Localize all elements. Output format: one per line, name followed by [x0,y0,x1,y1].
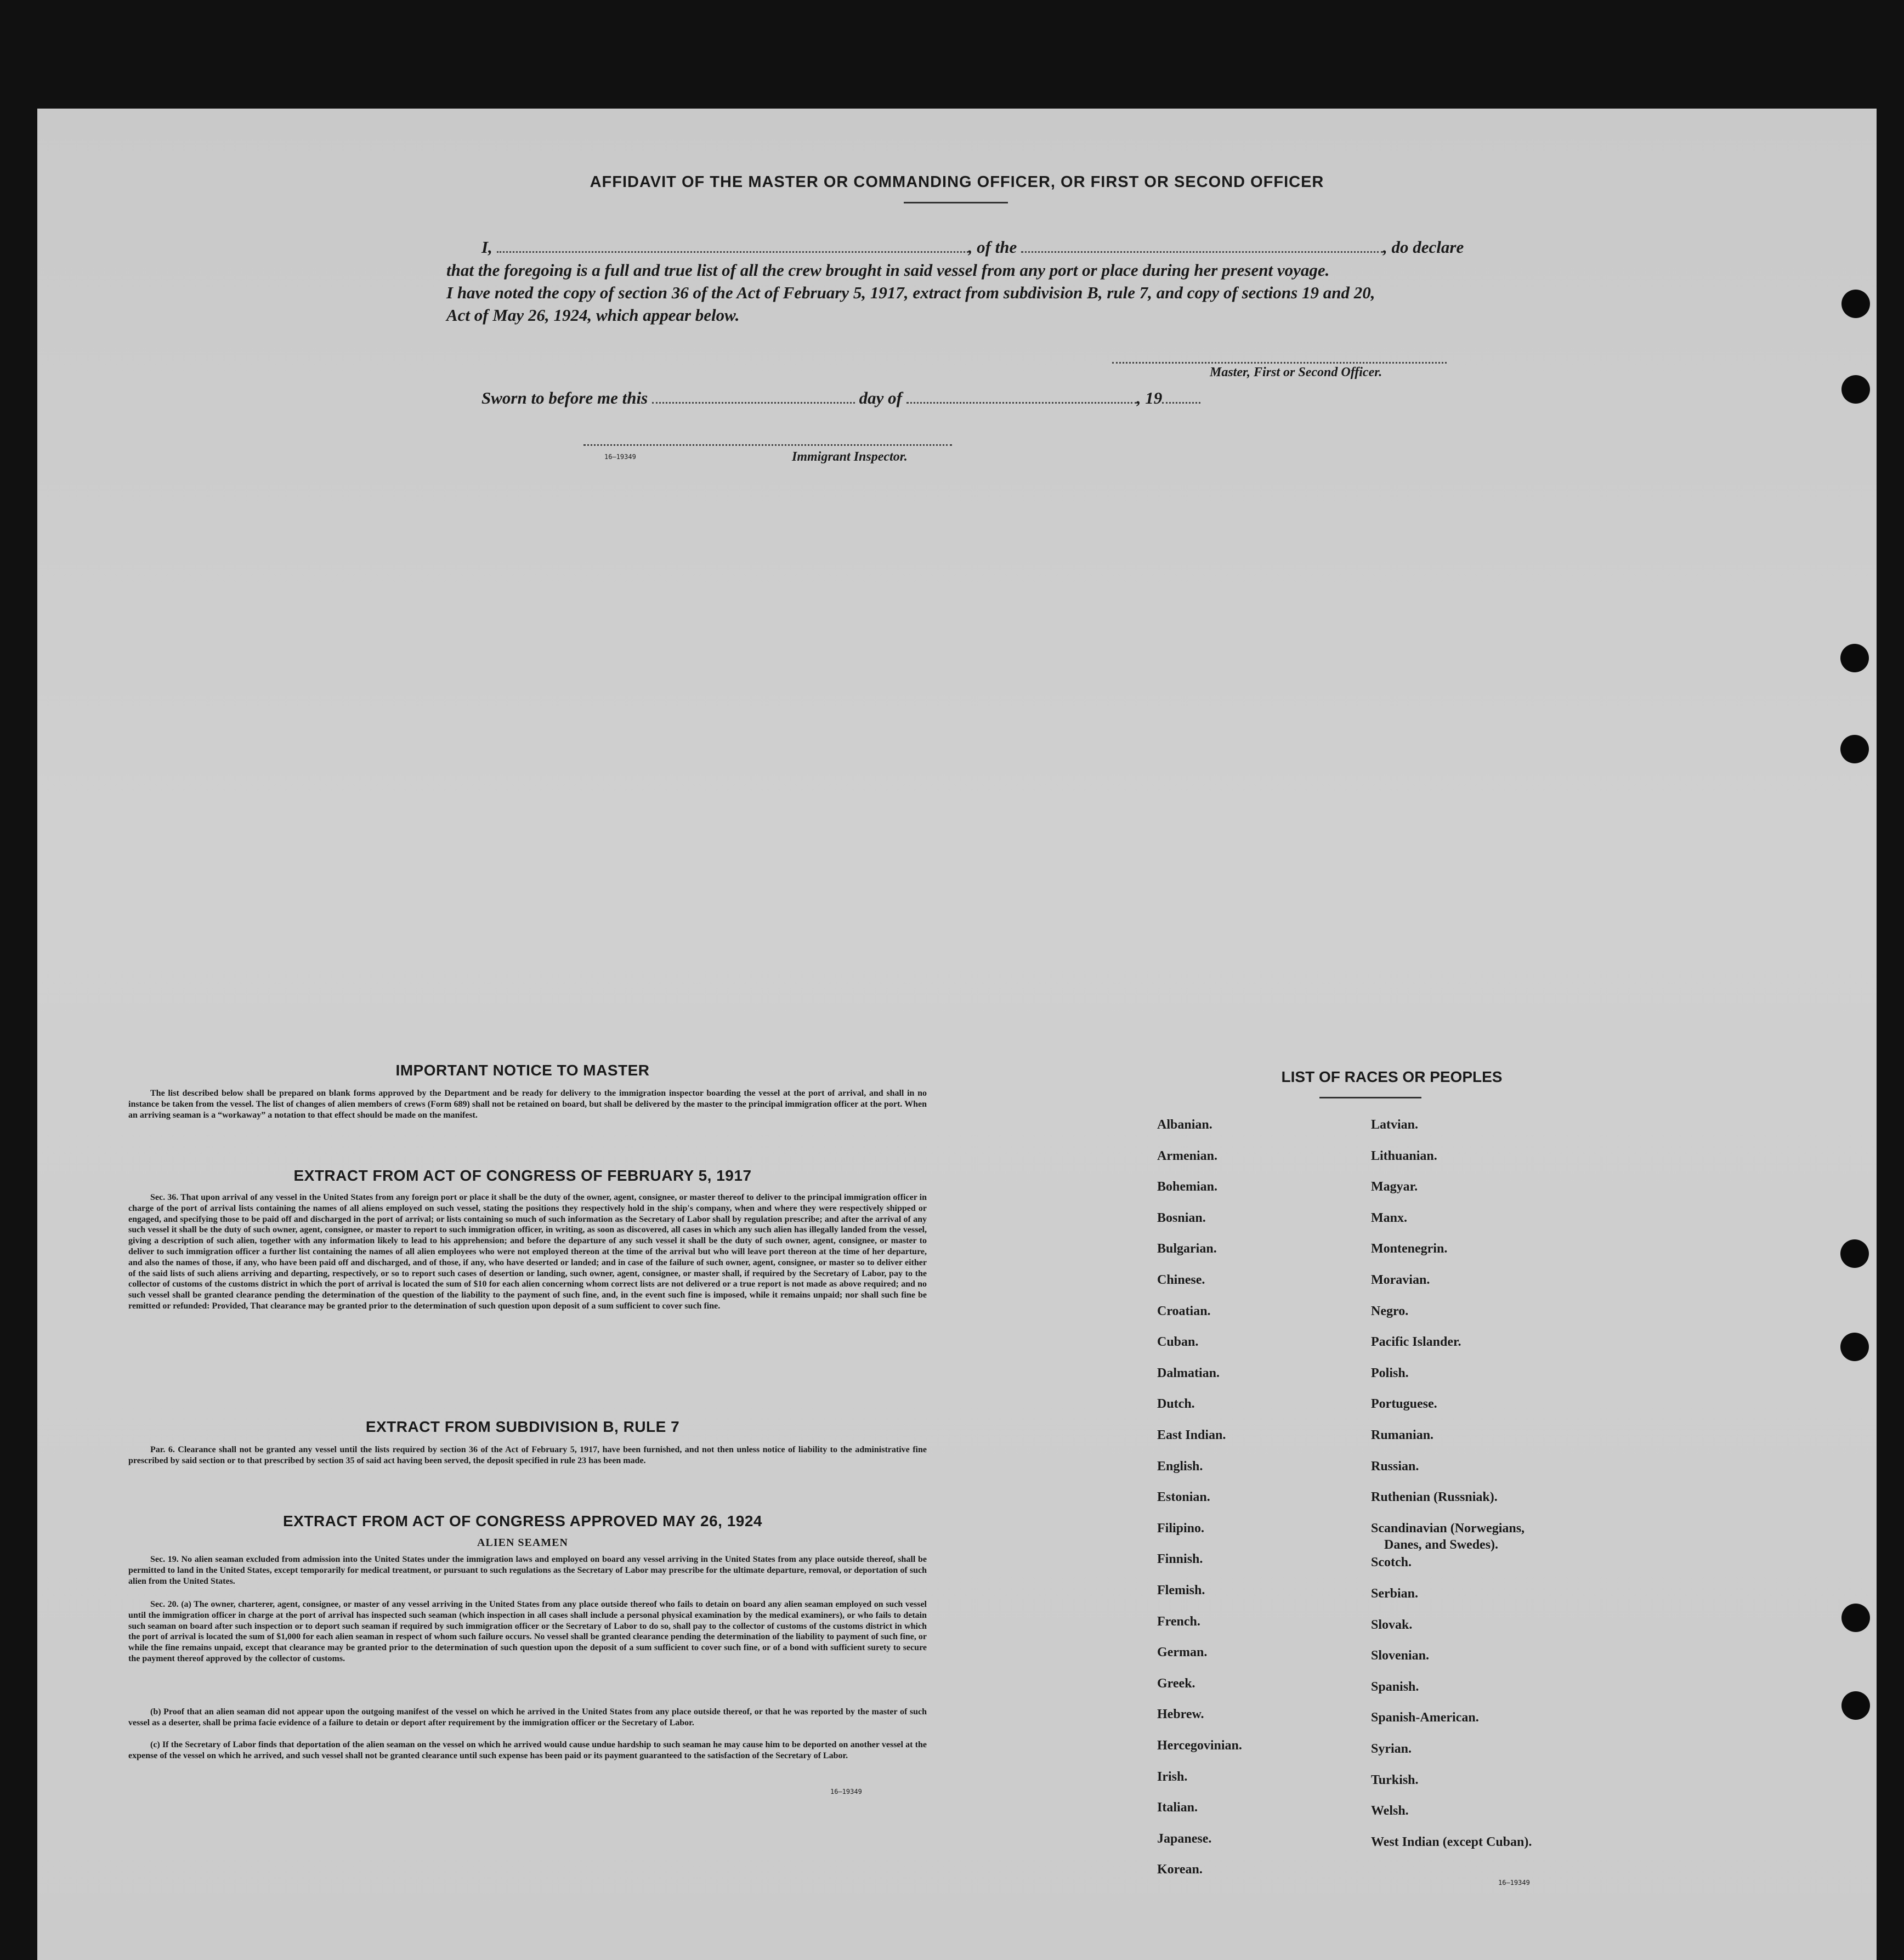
sworn-year: , 19 [1136,388,1163,407]
race-item: Manx. [1371,1210,1407,1225]
sworn-text: Sworn to before me this [481,388,648,407]
document-page [37,109,1877,1960]
race-item: Turkish. [1371,1772,1419,1787]
races-underline [1319,1097,1421,1098]
race-item: Irish. [1157,1769,1188,1784]
race-item: Croatian. [1157,1304,1211,1318]
extract-1917-text: Sec. 36. That upon arrival of any vessel in the United States from any foreign port or place it shall be the duty of the owner, agent, consignee, or master thereof to deliver to the principal immigration officer in charge of the port of arrival lists containing the names of all aliens employed on such vessel, stating the positions they respectively hold in the ship's company, when and where they were respectively shipped or engaged, and specifying those to be paid off and discharged in the port of arrival; or lists containing so much of such information as the Secretary of Labor shall by regulation prescribe; and after the arrival of any such vessel it shall be the duty of such owner, agent, consignee, or master to report to such immigration officer, in writing, as soon as discovered, all cases in which any such alien has illegally landed from the vessel, giving a description of such alien, together with any information likely to lead to his apprehension; and before the departure of any such vessel it shall be the duty of such owner, agent, consignee, or master to deliver to such immigration officer a further list containing the names of all alien employees who were not employed thereon at the time of the arrival but who will leave port thereon at the time of her departure, and also the names of those, if any, who have been paid off and discharged, and of those, if any, who have deserted or landed; and in case of the failure of such owner, agent, consignee, or master so to deliver either of the said lists of such aliens arriving and departing, respectively, or so to report such cases of desertion or landing, such owner, agent, consignee, or master shall, if required by the Secretary of Labor, pay to the collector of customs of the customs district in which the port of arrival is located the sum of $10 for each alien concerning whom correct lists are not delivered or a true report is not made as above required; and no such vessel shall be granted clearance pending the determination of the question of the liability to the payment of such fine, and, in the event such fine is imposed, while it remains unpaid; nor shall such fine be remitted or refunded: Provided, That clearance may be granted prior to the determination of such question upon deposit of a sum sufficient to cover such fine. [128,1193,927,1311]
race-item: Scandinavian (Norwegians, [1371,1521,1525,1536]
punch-hole [1841,1691,1870,1720]
race-item: Ruthenian (Russniak). [1371,1490,1498,1505]
race-item: Japanese. [1157,1831,1212,1846]
punch-hole [1840,735,1869,763]
punch-hole [1840,1239,1869,1268]
race-item: Slovak. [1371,1617,1413,1632]
race-item: Estonian. [1157,1490,1210,1505]
race-item: Albanian. [1157,1118,1212,1132]
race-item: Bosnian. [1157,1210,1206,1225]
races-form-number: 16—19349 [1498,1879,1530,1887]
master-signature-line[interactable] [1112,362,1447,364]
race-item: Greek. [1157,1676,1195,1691]
sec19-text: Sec. 19. No alien seaman excluded from admission into the United States under the immigration laws and employed on board any vessel arriving in the United States from any place outside thereof, shall be permitted to land in the United States, except temporarily for medical treatment, or pursuant to such regulations as the Secretary of Labor may prescribe for the ultimate departure, removal, or deportation of such alien from the United States. [128,1555,927,1586]
inspector-label: Immigrant Inspector. [792,450,908,464]
extract-1924-title: EXTRACT FROM ACT OF CONGRESS APPROVED MAY 26, 1924 [283,1513,762,1530]
name-blank[interactable] [497,251,968,253]
races-title: LIST OF RACES OR PEOPLES [1281,1068,1503,1085]
sec20b-text: (b) Proof that an alien seaman did not appear upon the outgoing manifest of the vessel on which he arrived in the United States from any place outside thereof, or that he was reported by the master of such vessel as a deserter, shall be prima facie evidence of a failure to detain or deport after requirement by the immigration officer or the Secretary of Labor. [128,1707,927,1727]
race-item: Welsh. [1371,1804,1409,1819]
race-item: Scotch. [1371,1555,1412,1570]
inspector-signature-line[interactable] [583,444,952,446]
race-item: German. [1157,1645,1208,1660]
race-item: Spanish. [1371,1679,1419,1694]
sec20a-text: Sec. 20. (a) The owner, charterer, agent, consignee, or master of any vessel arriving in the United States from any place outside thereof who fails to detain on board any alien seaman employed on such vessel until the immigration officer in charge at the port of arrival has inspected such seaman (which inspection in all cases shall include a personal physical examination by the medical examiners), or who fails to detain such seaman on board after such inspection or to deport such seaman if required by such immigration officer or the Secretary of Labor to do so, shall pay to the collector of customs of the customs district in which the port of arrival is located the sum of $1,000 for each alien seaman in respect of whom such failure occurs. No vessel shall be granted clearance pending the determination of the liability to payment of such fine, or while the fine remains unpaid, except that clearance may be granted prior to the determination of such question upon the deposit of a sum sufficient to cover such fine, or of a bond with sufficient surety to secure the payment thereof approved by the collector of customs. [128,1600,927,1663]
race-item: Dalmatian. [1157,1366,1220,1380]
race-item: Slovenian. [1371,1649,1430,1663]
punch-hole [1841,290,1870,318]
race-item: Dutch. [1157,1397,1195,1412]
race-item: Negro. [1371,1304,1409,1318]
race-item: Russian. [1371,1459,1419,1474]
affidavit-of-the: , of the [968,237,1017,257]
sworn-day-of: day of [859,388,902,407]
race-item: Serbian. [1371,1587,1419,1601]
race-item: Danes, and Swedes). [1384,1537,1499,1552]
notice-text: The list described below shall be prepared on blank forms approved by the Department and be ready for delivery to the immigration inspector boarding the vessel at the port of arrival, and shall in no instance be taken from the vessel. The list of changes of alien members of crews (Form 689) shall not be retained on board, but shall be delivered by the master to the principal immigration officer at the port. When an arriving seaman is a “workaway” a notation to that effect should be made on the manifest. [128,1089,927,1120]
race-item: East Indian. [1157,1428,1226,1442]
race-item: Spanish-American. [1371,1710,1479,1725]
race-item: Hebrew. [1157,1707,1204,1722]
race-item: Cuban. [1157,1335,1199,1350]
affidavit-line-1 [481,237,1464,257]
race-item: Polish. [1371,1366,1409,1380]
race-item: Syrian. [1371,1742,1412,1756]
race-item: Moravian. [1371,1273,1430,1287]
affidavit-line-3: I have noted the copy of section 36 of the Act of February 5, 1917, extract from subdivision B, rule 7, and copy of sections 19 and 20, [446,283,1375,302]
race-item: Bohemian. [1157,1180,1218,1194]
race-item: Finnish. [1157,1552,1203,1567]
race-item: Flemish. [1157,1583,1205,1598]
race-item: Bulgarian. [1157,1242,1217,1256]
sec20c-text: (c) If the Secretary of Labor finds that deportation of the alien seaman on the vessel on which he arrived would cause undue hardship to such seaman he may cause him to be deported on another vessel at the expense of the vessel on which he arrived, and such vessel shall not be granted clearance until such expense has been paid or its payment guaranteed to the satisfaction of the Secretary of Labor. [128,1740,927,1760]
alien-seamen-subtitle: ALIEN SEAMEN [477,1537,568,1549]
title-underline [904,202,1008,203]
extract-1917-title: EXTRACT FROM ACT OF CONGRESS OF FEBRUARY 5, 1917 [293,1167,752,1184]
sworn-year-blank[interactable] [1162,401,1200,404]
race-item: Rumanian. [1371,1428,1434,1442]
affidavit-title: AFFIDAVIT OF THE MASTER OR COMMANDING OFFICER, OR FIRST OR SECOND OFFICER [590,173,1324,191]
extract-rule7-title: EXTRACT FROM SUBDIVISION B, RULE 7 [365,1418,680,1435]
race-item: Armenian. [1157,1148,1217,1163]
notice-title: IMPORTANT NOTICE TO MASTER [395,1062,650,1079]
affidavit-line-4: Act of May 26, 1924, which appear below. [446,305,740,325]
race-item: Pacific Islander. [1371,1335,1461,1350]
punch-hole [1841,375,1870,404]
race-item: Korean. [1157,1862,1203,1877]
race-item: Hercegovinian. [1157,1738,1242,1753]
race-item: Latvian. [1371,1118,1419,1132]
affidavit-line-2: that the foregoing is a full and true list of all the crew brought in said vessel from any port or place during her present voyage. [446,260,1330,280]
race-item: English. [1157,1459,1203,1474]
race-item: Filipino. [1157,1521,1205,1536]
affidavit-i: I, [481,237,492,257]
extract-rule7-text: Par. 6. Clearance shall not be granted any vessel until the lists required by section 36 of the Act of February 5, 1917, have been furnished, and not then unless notice of liability to the administrative fine prescribed by said section or to that prescribed by section 35 of said act having been served, the deposit specified in rule 23 has been made. [128,1445,927,1465]
race-item: French. [1157,1614,1200,1629]
extract-form-number: 16—19349 [830,1788,862,1795]
race-item: Portuguese. [1371,1397,1437,1412]
punch-hole [1840,1333,1869,1361]
punch-hole [1841,1604,1870,1632]
race-item: Montenegrin. [1371,1242,1448,1256]
affidavit-declare: , do declare [1383,237,1464,257]
sworn-date-blank[interactable] [652,401,855,404]
race-item: Italian. [1157,1800,1198,1815]
sworn-month-blank[interactable] [906,401,1137,404]
race-item: Chinese. [1157,1273,1205,1287]
race-item: West Indian (except Cuban). [1371,1834,1532,1849]
race-item: Magyar. [1371,1180,1418,1194]
vessel-blank[interactable] [1021,251,1383,253]
form-number: 16—19349 [604,453,636,461]
punch-hole [1840,644,1869,672]
sworn-line [481,388,1200,408]
race-item: Lithuanian. [1371,1148,1437,1163]
master-signature-label: Master, First or Second Officer. [1210,365,1382,379]
